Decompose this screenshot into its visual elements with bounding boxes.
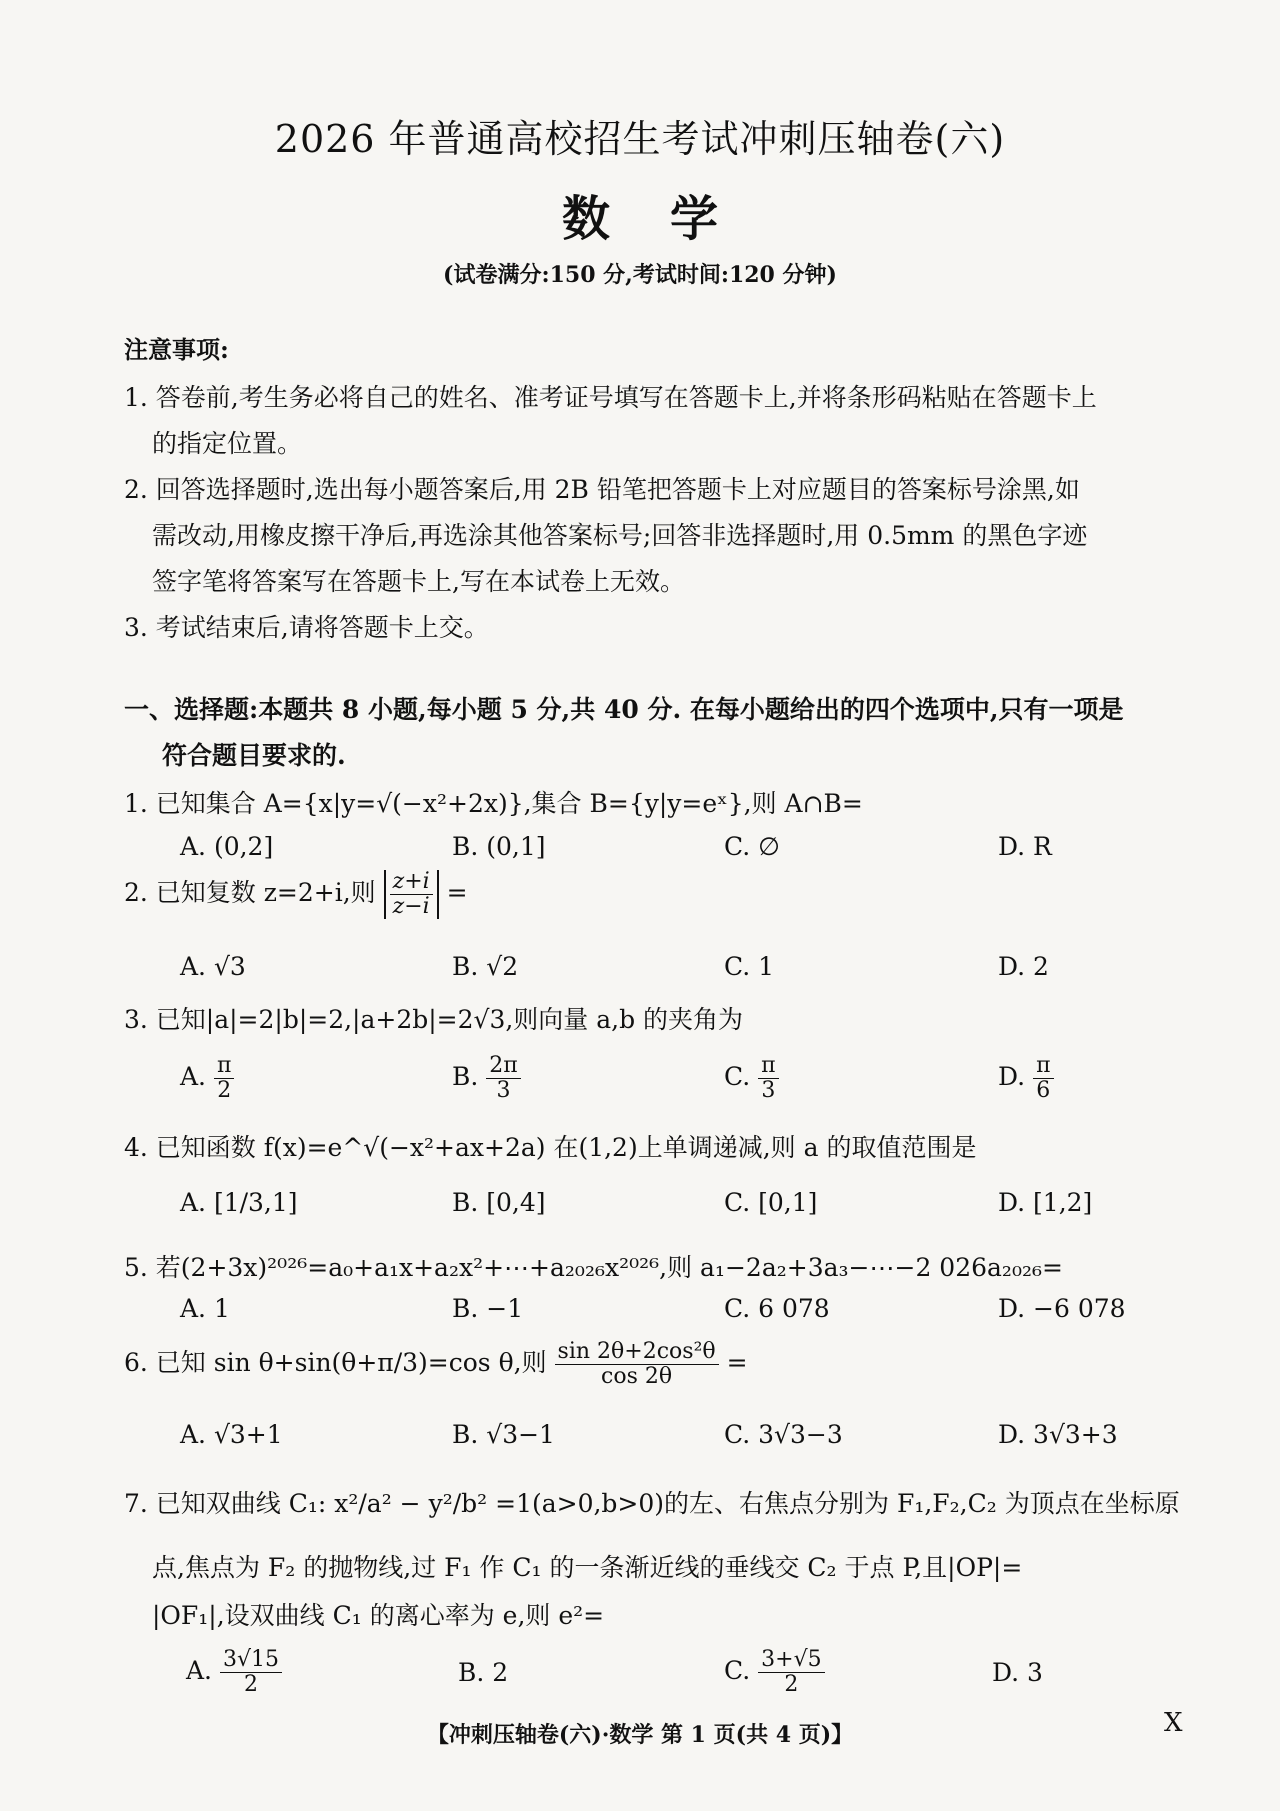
question-1-stem: 1. 已知集合 A={x|y=√(−x²+2x)},集合 B={y|y=eˣ},则 A∩B= [124,789,863,818]
q5-option-d: D. −6 078 [998,1294,1126,1323]
q2-fraction-numerator: z+i [390,870,433,895]
notice-heading: 注意事项: [124,335,229,364]
question-2-stem [124,870,468,919]
q4-option-b: B. [0,4] [452,1188,546,1217]
q5-option-c: C. 6 078 [724,1294,830,1323]
q2-stem-post: = [446,878,468,908]
q1-option-c: C. ∅ [724,832,780,861]
q6-fraction-numerator: sin 2θ+2cos²θ [555,1340,719,1365]
q6-option-a: A. √3+1 [180,1420,283,1449]
q7-option-c: C. $\frac{3+√5}{2}$ [724,1648,825,1697]
corner-mark: X [1164,1708,1183,1738]
q2-option-b: B. √2 [452,952,519,981]
notice-line: 3. 考试结束后,请将答题卡上交。 [124,613,489,642]
question-7-line: |OF₁|,设双曲线 C₁ 的离心率为 e,则 e²= [152,1601,605,1630]
q3-option-c: C. $\frac{\pi}{3}$ [724,1054,779,1103]
q2-fraction-denominator: z−i [392,894,430,920]
q2-stem-pre: 2. 已知复数 z=2+i,则 [124,878,376,908]
exam-title: 2026 年普通高校招生考试冲刺压轴卷(六) [274,117,1006,161]
q7-option-d: D. 3 [992,1658,1043,1687]
q1-option-b: B. (0,1] [452,832,546,861]
notice-line: 1. 答卷前,考生务必将自己的姓名、准考证号填写在答题卡上,并将条形码粘贴在答题卡上 [124,383,1097,412]
notice-line: 的指定位置。 [152,429,303,458]
notice-line: 2. 回答选择题时,选出每小题答案后,用 2B 铅笔把答题卡上对应题目的答案标号涂黑,如 [124,475,1080,504]
q6-stem-post: = [726,1348,748,1378]
q2-option-d: D. 2 [998,952,1049,981]
q1-option-a: A. (0,2] [180,832,274,861]
section-heading: 一、选择题:本题共 8 小题,每小题 5 分,共 40 分. 在每小题给出的四个选项中,只有一项是 [124,695,1124,724]
q3-option-b: B. $\frac{2\pi}{3}$ [452,1054,521,1103]
question-3-stem: 3. 已知|a|=2|b|=2,|a+2b|=2√3,则向量 a,b 的夹角为 [124,1005,744,1034]
q3-option-d: D. $\frac{\pi}{6}$ [998,1054,1054,1103]
q5-option-a: A. 1 [180,1294,230,1323]
subject-title: 数学 [561,191,778,247]
q6-fraction-denominator: cos 2θ [601,1364,673,1390]
q1-option-d: D. R [998,832,1052,861]
q4-option-c: C. [0,1] [724,1188,818,1217]
question-6-stem [124,1340,748,1389]
q4-option-a: A. [1/3,1] [180,1188,298,1217]
question-5-stem: 5. 若(2+3x)²⁰²⁶=a₀+a₁x+a₂x²+⋯+a₂₀₂₆x²⁰²⁶,则 a₁−2a₂+3a₃−⋯−2 026a₂₀₂₆= [124,1253,1063,1282]
q7-option-b: B. 2 [458,1658,509,1687]
section-heading: 符合题目要求的. [162,741,346,770]
q2-option-a: A. √3 [180,952,246,981]
notice-line: 需改动,用橡皮擦干净后,再选涂其他答案标号;回答非选择题时,用 0.5mm 的黑色字迹 [152,521,1088,550]
q6-option-d: D. 3√3+3 [998,1420,1118,1449]
q6-option-b: B. √3−1 [452,1420,555,1449]
question-7-line: 点,焦点为 F₂ 的抛物线,过 F₁ 作 C₁ 的一条渐近线的垂线交 C₂ 于点 P,且|OP|= [152,1553,1023,1582]
q3-option-a: A. $\frac{\pi}{2}$ [180,1054,234,1103]
q2-option-c: C. 1 [724,952,775,981]
q5-option-b: B. −1 [452,1294,524,1323]
q4-option-d: D. [1,2] [998,1188,1093,1217]
question-4-stem: 4. 已知函数 f(x)=e^√(−x²+ax+2a) 在(1,2)上单调递减,则 a 的取值范围是 [124,1133,977,1162]
page-footer: 【冲刺压轴卷(六)·数学 第 1 页(共 4 页)】 [426,1722,854,1748]
q7-option-a: A. $\frac{3√15}{2}$ [186,1648,282,1697]
exam-meta: (试卷满分:150 分,考试时间:120 分钟) [443,262,837,288]
question-7-line: 7. 已知双曲线 C₁: x²/a² − y²/b² =1(a>0,b>0)的左、右焦点分别为 F₁,F₂,C₂ 为顶点在坐标原 [124,1489,1180,1518]
q6-option-c: C. 3√3−3 [724,1420,843,1449]
notice-line: 签字笔将答案写在答题卡上,写在本试卷上无效。 [152,567,685,596]
q6-stem-pre: 6. 已知 sin θ+sin(θ+π/3)=cos θ,则 [124,1348,547,1378]
